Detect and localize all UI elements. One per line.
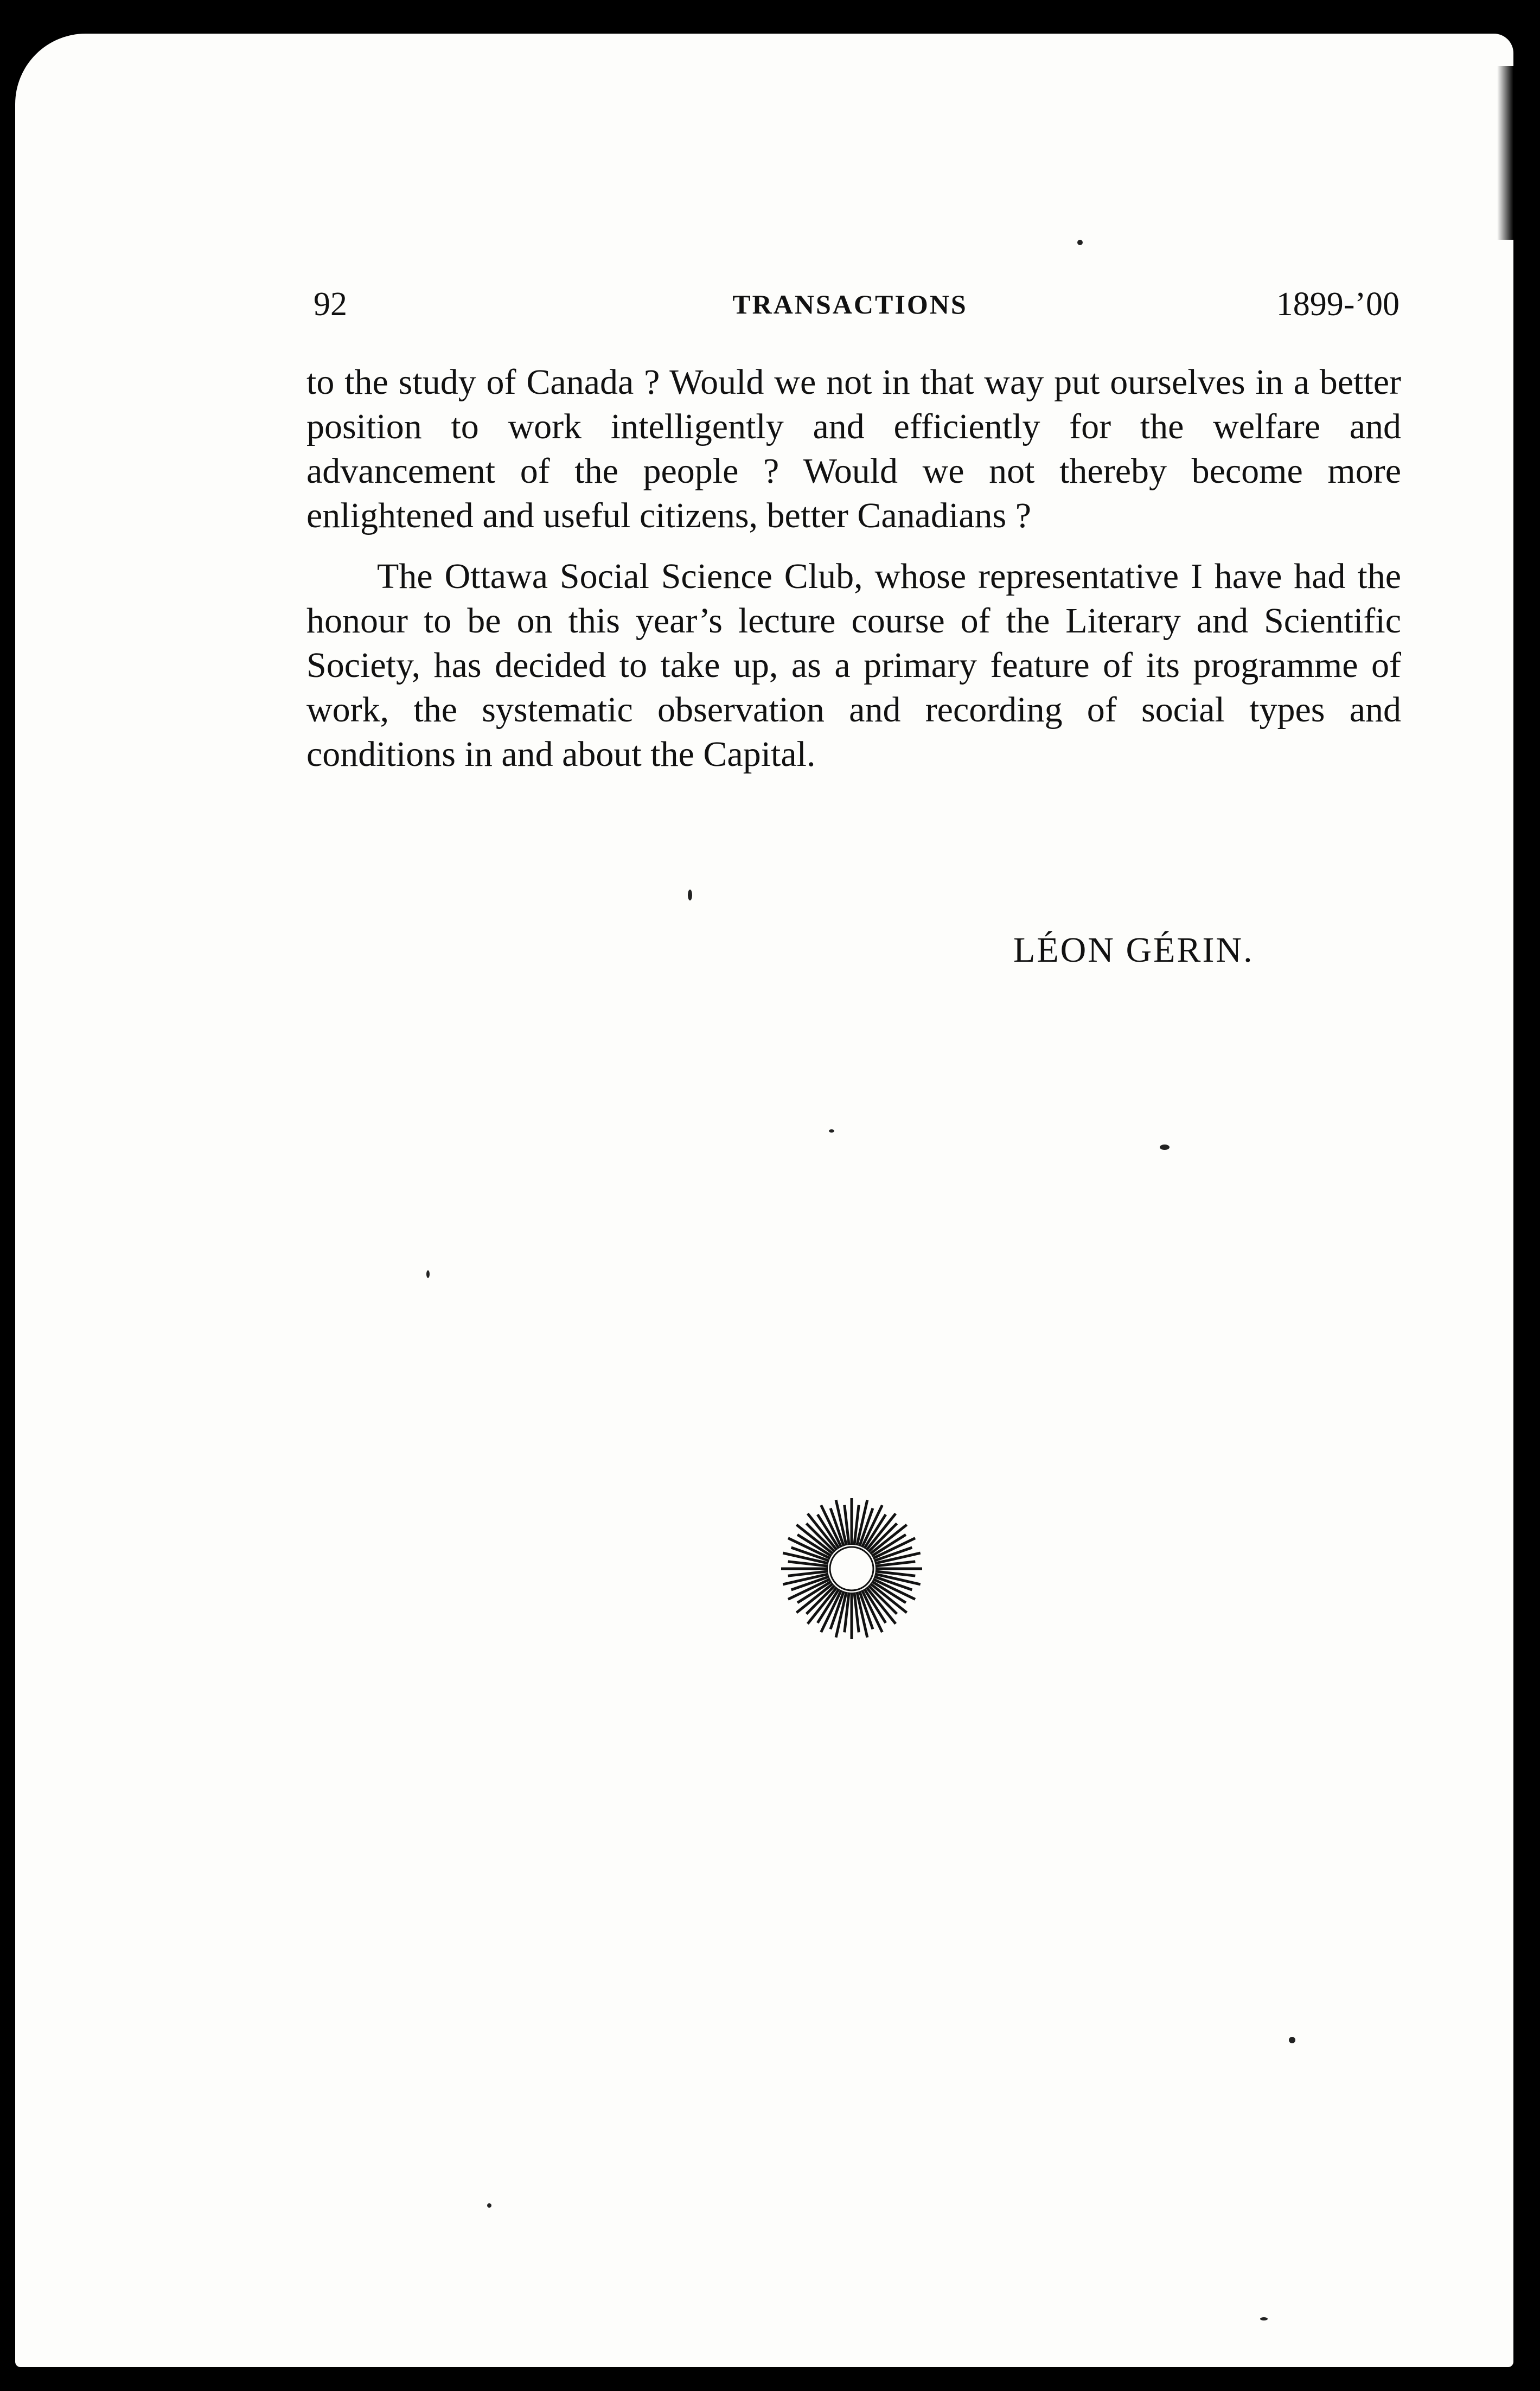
page-header [295,280,1405,340]
paragraph-2: The Ottawa Social Science Club, whose representative I have had the honour to be on this year’s lecture course of the Literary and Scientific Society, has decided to take up, as a primary feature of its programme of work, the systematic observation and recording of social types and conditions in and about the Capital. [306,557,1401,774]
paragraph-1: to the study of Canada ? Would we not in that way put ourselves in a better position to work intelligently and efficiently for the welfare and advancement of the people ? Would we not thereby become more enlightened and useful citizens, better Canadians ? [306,362,1401,535]
running-title: TRANSACTIONS [732,289,968,319]
ornament-center [830,1547,873,1590]
scan-speck [829,1129,834,1133]
sunburst-ornament-icon [778,1495,925,1642]
scan-speck [1160,1145,1170,1150]
scan-speck [688,890,692,900]
scan-edge-shadow [1497,66,1513,240]
scan-speck [1260,2317,1268,2320]
scan-speck [1077,240,1083,245]
author-signature: LÉON GÉRIN. [1013,930,1254,970]
volume-year: 1899-’00 [1276,286,1400,323]
document-page [15,34,1513,2367]
scan-speck [426,1270,430,1278]
body-text [306,360,1401,777]
page-number: 92 [314,286,347,323]
scan-speck [487,2203,491,2208]
scan-speck [1289,2037,1295,2043]
